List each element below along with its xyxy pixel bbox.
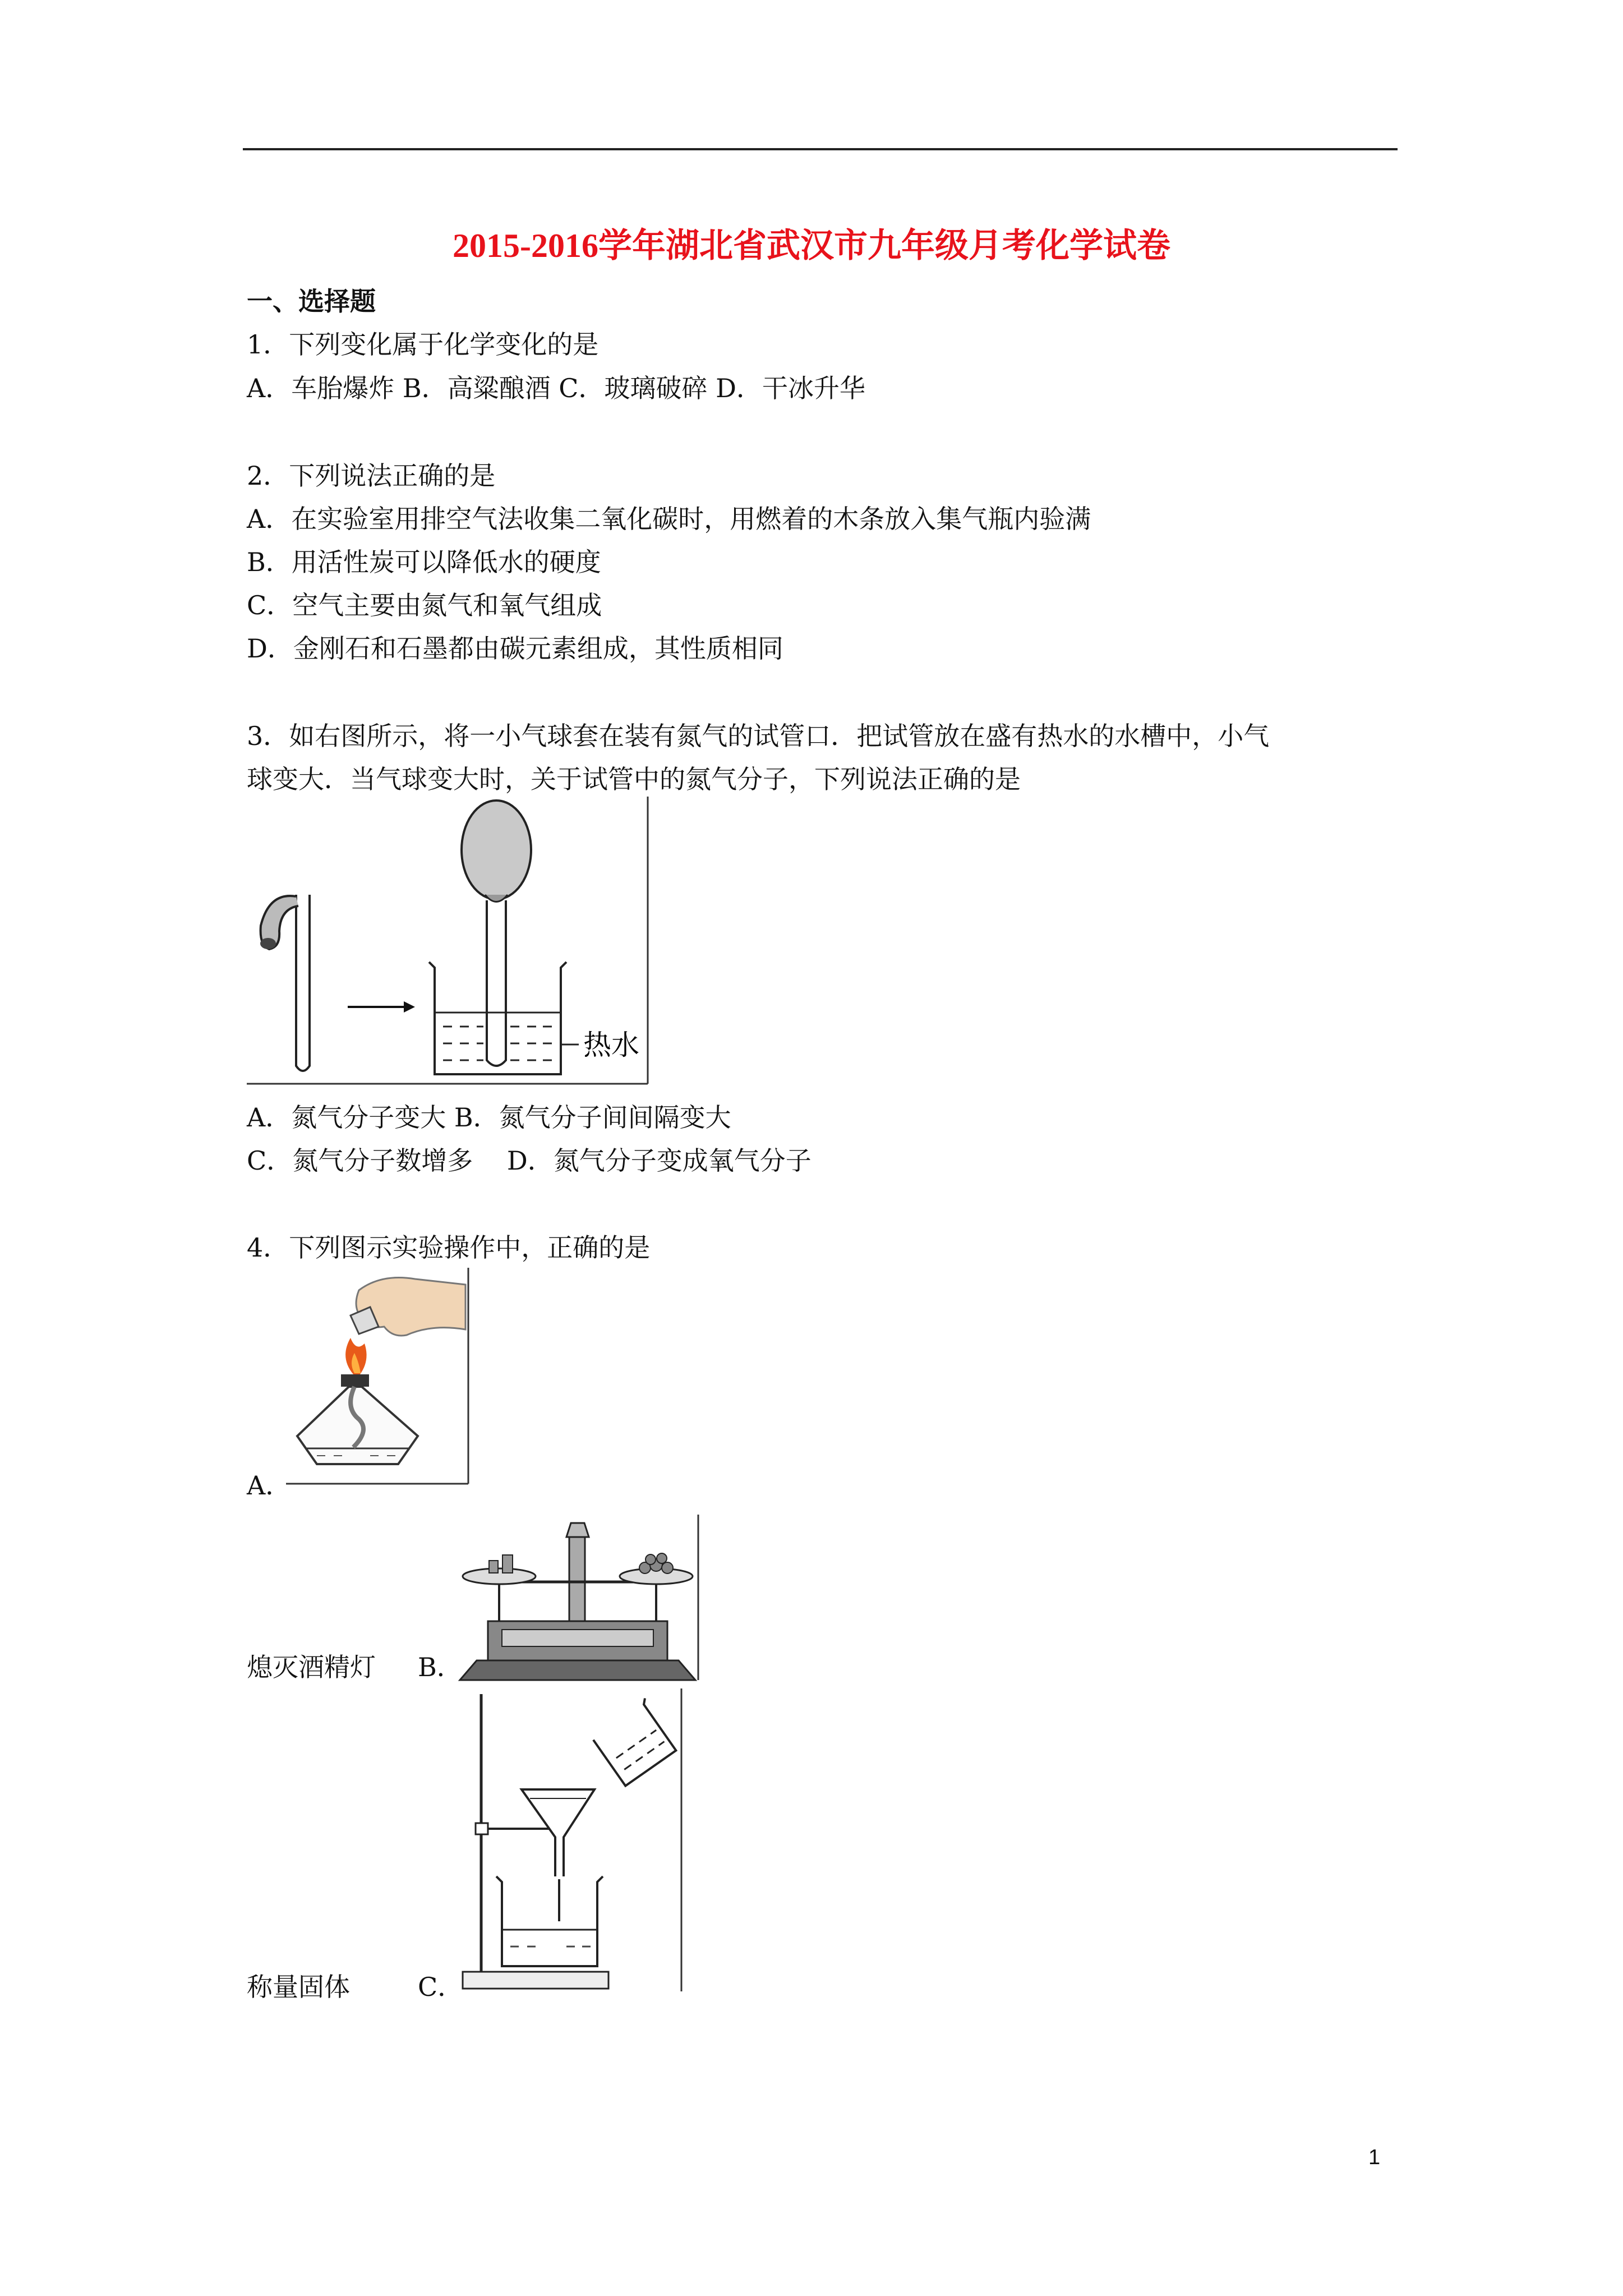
question-3-options-line1: A．氮气分子变大 B．氮气分子间间隔变大 — [247, 1102, 731, 1133]
option-c-figure — [454, 1688, 684, 1994]
option-c-letter: C． — [418, 1972, 464, 2002]
question-2-option-d: D．金刚石和石墨都由碳元素组成，其性质相同 — [247, 633, 783, 664]
option-a-caption: 熄灭酒精灯 — [247, 1652, 376, 1682]
option-b-figure — [454, 1515, 701, 1683]
header-rule — [243, 148, 1398, 150]
question-4-stem: 4．下列图示实验操作中，正确的是 — [247, 1232, 651, 1263]
option-a-letter: A． — [247, 1470, 292, 1501]
option-b-caption: 称量固体 — [247, 1972, 350, 2002]
question-3-figure — [247, 797, 651, 1088]
question-2-option-b: B．用活性炭可以降低水的硬度 — [247, 547, 601, 577]
question-2-stem: 2．下列说法正确的是 — [247, 461, 496, 491]
question-1-stem: 1．下列变化属于化学变化的是 — [247, 329, 599, 360]
question-3-stem-line1: 3．如右图所示，将一小气球套在装有氮气的试管口．把试管放在盛有热水的水槽中，小气 — [247, 721, 1270, 751]
question-3-stem-line2: 球变大．当气球变大时，关于试管中的氮气分子，下列说法正确的是 — [247, 764, 1021, 794]
hot-water-label: 热水 — [583, 1029, 639, 1061]
question-2-option-c: C．空气主要由氮气和氧气组成 — [247, 590, 602, 620]
section-heading: 一、选择题 — [247, 286, 376, 316]
page-number: 1 — [1368, 2146, 1381, 2169]
option-b-letter: B． — [418, 1652, 463, 1682]
option-a-figure — [286, 1268, 471, 1487]
question-1-options: A．车胎爆炸 B．高粱酿酒 C．玻璃破碎 D．干冰升华 — [247, 373, 865, 403]
question-2-option-a: A．在实验室用排空气法收集二氧化碳时，用燃着的木条放入集气瓶内验满 — [247, 504, 1091, 534]
question-3-options-line2: C．氮气分子数增多 D．氮气分子变成氧气分子 — [247, 1145, 811, 1176]
page-title: 2015-2016学年湖北省武汉市九年级月考化学试卷 — [453, 227, 1170, 264]
